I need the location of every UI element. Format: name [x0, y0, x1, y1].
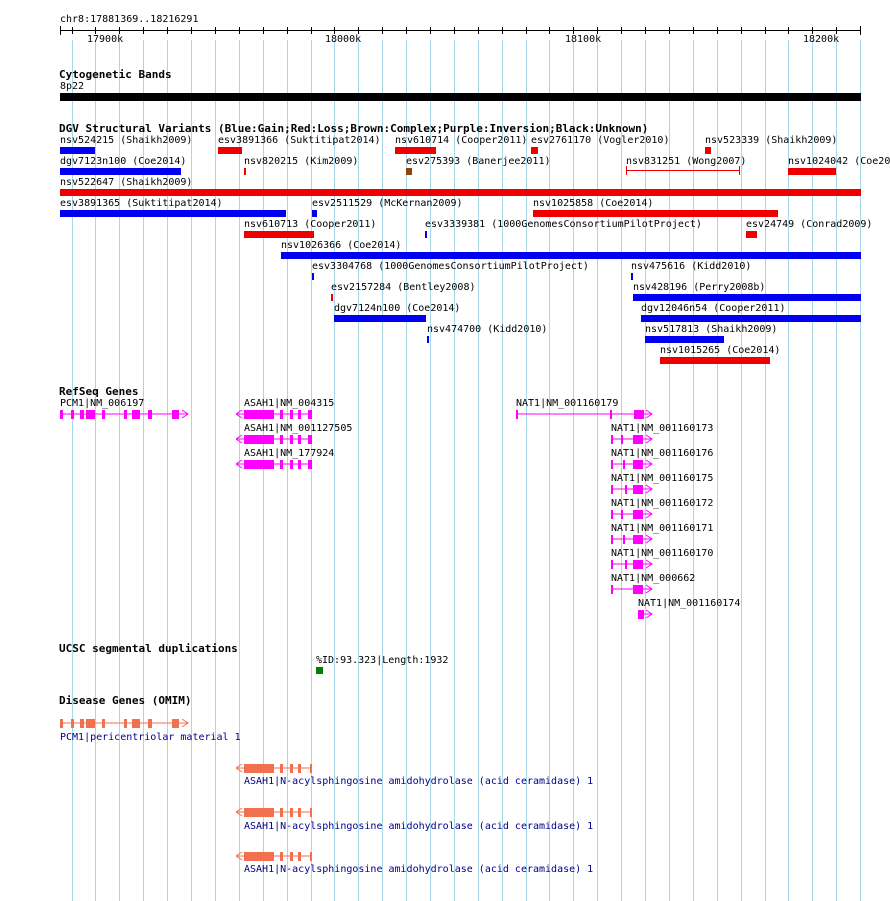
ruler-coordinates: chr8:17881369..18216291	[60, 14, 199, 25]
gene-model-glyph	[611, 433, 656, 445]
gene-label: ASAH1|NM_177924	[244, 448, 335, 459]
dgv-label: dgv7123n100 (Coe2014)	[60, 156, 187, 167]
dgv-label: nsv524215 (Shaikh2009)	[60, 135, 193, 146]
gene-model-glyph	[611, 583, 656, 595]
dgv-variant-bar[interactable]	[746, 231, 757, 238]
gene-model[interactable]	[236, 433, 316, 445]
dgv-label: dgv7124n100 (Coe2014)	[334, 303, 461, 314]
dgv-variant-bar[interactable]	[645, 336, 724, 343]
dgv-label: nsv610714 (Cooper2011)	[395, 135, 528, 146]
gene-model[interactable]	[516, 408, 656, 420]
gene-model[interactable]	[638, 608, 658, 620]
omim-gene-glyph	[236, 762, 316, 774]
dgv-label: nsv610713 (Cooper2011)	[244, 219, 377, 230]
omim-gene-label[interactable]: ASAH1|N-acylsphingosine amidohydrolase (acid ceramidase) 1	[244, 864, 594, 875]
dgv-label: nsv474700 (Kidd2010)	[427, 324, 548, 335]
cytoband-label: 8p22	[60, 81, 85, 92]
dgv-variant-bar[interactable]	[395, 147, 436, 154]
dgv-label: esv2511529 (McKernan2009)	[312, 198, 463, 209]
gene-model-glyph	[638, 608, 658, 620]
gene-model[interactable]	[611, 483, 656, 495]
dgv-variant-bar[interactable]	[244, 231, 314, 238]
omim-gene-glyph	[236, 806, 316, 818]
dgv-variant-bar[interactable]	[631, 273, 633, 280]
dgv-variant-bar[interactable]	[705, 147, 711, 154]
dgv-variant-bar[interactable]	[641, 315, 861, 322]
gene-label: NAT1|NM_001160179	[516, 398, 619, 409]
omim-gene-model[interactable]	[236, 850, 316, 862]
gene-model[interactable]	[60, 408, 190, 420]
gene-model-glyph	[611, 483, 656, 495]
gene-model-glyph	[236, 433, 316, 445]
segdup-feature[interactable]	[316, 667, 323, 674]
gene-label: NAT1|NM_001160173	[611, 423, 714, 434]
dgv-variant-bar[interactable]	[633, 294, 861, 301]
gene-model[interactable]	[236, 458, 316, 470]
tick-label-18200k: 18200k	[803, 34, 840, 45]
dgv-label: nsv1024042 (Coe20	[788, 156, 890, 167]
gene-model-glyph	[60, 408, 190, 420]
gene-model-glyph	[516, 408, 656, 420]
gene-model-glyph	[236, 458, 316, 470]
dgv-variant-bar[interactable]	[331, 294, 333, 301]
dgv-variant-bar[interactable]	[244, 168, 246, 175]
dgv-label: nsv1025858 (Coe2014)	[533, 198, 654, 209]
dgv-label: esv3339381 (1000GenomesConsortiumPilotProject)	[425, 219, 702, 230]
cytoband-8p22[interactable]	[60, 93, 861, 101]
omim-gene-label[interactable]: ASAH1|N-acylsphingosine amidohydrolase (acid ceramidase) 1	[244, 776, 594, 787]
tick-label-18000k: 18000k	[325, 34, 362, 45]
gene-model[interactable]	[611, 458, 656, 470]
dgv-variant-bar[interactable]	[218, 147, 242, 154]
dgv-variant-bar[interactable]	[427, 336, 429, 343]
dgv-label: esv3891365 (Suktitipat2014)	[60, 198, 223, 209]
omim-gene-label[interactable]: PCM1|pericentriolar material 1	[60, 732, 241, 743]
dgv-label: nsv522647 (Shaikh2009)	[60, 177, 193, 188]
omim-gene-glyph	[60, 717, 190, 729]
gene-model[interactable]	[611, 558, 656, 570]
tick-label-17900k: 17900k	[87, 34, 124, 45]
dgv-label: esv275393 (Banerjee2011)	[406, 156, 551, 167]
refseq-track-title: RefSeq Genes	[59, 385, 139, 398]
omim-gene-model[interactable]	[60, 717, 190, 729]
dgv-label: esv24749 (Conrad2009)	[746, 219, 873, 230]
dgv-label: esv2761170 (Vogler2010)	[531, 135, 670, 146]
gene-label: ASAH1|NM_004315	[244, 398, 335, 409]
gene-model[interactable]	[611, 533, 656, 545]
gene-label: NAT1|NM_001160174	[638, 598, 741, 609]
gene-model[interactable]	[236, 408, 316, 420]
ruler-axis	[0, 0, 890, 50]
dgv-variant-bar[interactable]	[60, 210, 286, 217]
omim-gene-model[interactable]	[236, 762, 316, 774]
gene-model[interactable]	[611, 583, 656, 595]
omim-gene-glyph	[236, 850, 316, 862]
dgv-variant-bar[interactable]	[334, 315, 426, 322]
segdup-label: %ID:93.323|Length:1932	[316, 655, 449, 666]
dgv-label: nsv475616 (Kidd2010)	[631, 261, 752, 272]
gene-label: NAT1|NM_000662	[611, 573, 696, 584]
omim-gene-label[interactable]: ASAH1|N-acylsphingosine amidohydrolase (acid ceramidase) 1	[244, 821, 594, 832]
dgv-label: dgv12046n54 (Cooper2011)	[641, 303, 786, 314]
gene-model-glyph	[611, 533, 656, 545]
dgv-variant-bar[interactable]	[312, 273, 314, 280]
dgv-label: nsv831251 (Wong2007)	[626, 156, 747, 167]
dgv-variant-bar[interactable]	[626, 165, 741, 177]
dgv-variant-bar[interactable]	[660, 357, 770, 364]
gene-label: NAT1|NM_001160172	[611, 498, 714, 509]
dgv-label: nsv1015265 (Coe2014)	[660, 345, 781, 356]
tick-label-18100k: 18100k	[565, 34, 602, 45]
gene-model-glyph	[611, 458, 656, 470]
gene-label: NAT1|NM_001160175	[611, 473, 714, 484]
dgv-label: nsv523339 (Shaikh2009)	[705, 135, 838, 146]
dgv-label: nsv1026366 (Coe2014)	[281, 240, 402, 251]
gene-label: NAT1|NM_001160171	[611, 523, 714, 534]
gene-model-glyph	[611, 558, 656, 570]
omim-gene-model[interactable]	[236, 806, 316, 818]
dgv-track-title: DGV Structural Variants (Blue:Gain;Red:Loss;Brown:Complex;Purple:Inversion;Black:Unknown)	[59, 122, 649, 135]
dgv-variant-bar[interactable]	[425, 231, 427, 238]
gene-model-glyph	[236, 408, 316, 420]
gene-model[interactable]	[611, 508, 656, 520]
dgv-variant-bar[interactable]	[60, 168, 181, 175]
gene-label: NAT1|NM_001160170	[611, 548, 714, 559]
dgv-variant-bar[interactable]	[788, 168, 836, 175]
gene-label: ASAH1|NM_001127505	[244, 423, 353, 434]
segdup-track-title: UCSC segmental duplications	[59, 642, 238, 655]
dgv-variant-bar[interactable]	[531, 147, 538, 154]
dgv-label: esv3891366 (Suktitipat2014)	[218, 135, 381, 146]
dgv-label: esv2157284 (Bentley2008)	[331, 282, 476, 293]
gene-model-glyph	[611, 508, 656, 520]
dgv-label: esv3304768 (1000GenomesConsortiumPilotProject)	[312, 261, 589, 272]
dgv-variant-bar[interactable]	[312, 210, 317, 217]
gene-model[interactable]	[611, 433, 656, 445]
omim-track-title: Disease Genes (OMIM)	[59, 694, 192, 707]
dgv-label: nsv517813 (Shaikh2009)	[645, 324, 778, 335]
dgv-variant-bar[interactable]	[533, 210, 778, 217]
gene-label: NAT1|NM_001160176	[611, 448, 714, 459]
dgv-variant-bar[interactable]	[60, 189, 861, 196]
gene-label: PCM1|NM_006197	[60, 398, 145, 409]
dgv-variant-bar[interactable]	[60, 147, 95, 154]
cytoband-track-title: Cytogenetic Bands	[59, 68, 172, 81]
dgv-variant-bar[interactable]	[406, 168, 412, 175]
dgv-label: nsv820215 (Kim2009)	[244, 156, 359, 167]
dgv-variant-bar[interactable]	[281, 252, 861, 259]
dgv-label: nsv428196 (Perry2008b)	[633, 282, 766, 293]
